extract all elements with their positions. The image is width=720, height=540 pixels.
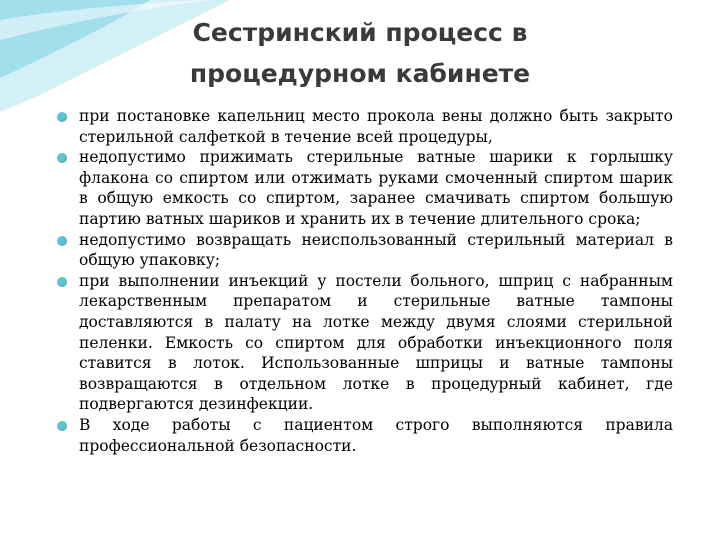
list-item	[57, 415, 673, 456]
bullet-text: при постановке капельниц место прокола вены должно быть закрыто стерильной салфеткой в течение всей процедуры,	[79, 107, 673, 146]
slide-title: Сестринский процесс в процедурном кабинете	[189, 18, 531, 88]
bullet-text: при выполнении инъекций у постели больного, шприц с набранным лекарственным препаратом и стерильные ватные тампоны доставляются в палату на лотке между двумя слоями стерильной пеленки. Емкость со спиртом для обработки инъекционного поля ставится в лоток. Использованные шприцы и ватные тампоны возвращаются в отдельном лотке в процедурный кабинет, где подвергаются дезинфекции.	[79, 271, 673, 414]
bullet-icon	[57, 236, 67, 246]
bullet-icon	[57, 421, 67, 431]
list-item	[57, 230, 673, 271]
bullet-icon	[57, 277, 67, 287]
bullet-icon	[57, 153, 67, 163]
bullet-icon	[57, 112, 67, 122]
bullet-list	[57, 106, 673, 456]
list-item	[57, 106, 673, 147]
bullet-text: недопустимо возвращать неиспользованный стерильный материал в общую упаковку;	[79, 230, 673, 270]
bullet-text: недопустимо прижимать стерильные ватные шарики к горлышку флакона со спиртом или отжимать руками смоченный спиртом шарик в общую емкость со спиртом, заранее смачивать спиртом большую партию ватных шариков и хранить их в течение длительного срока;	[79, 148, 673, 228]
list-item	[57, 147, 673, 229]
bullet-text: В ходе работы с пациентом строго выполняются правила профессиональной безопасности.	[79, 415, 673, 455]
list-item	[57, 271, 673, 415]
